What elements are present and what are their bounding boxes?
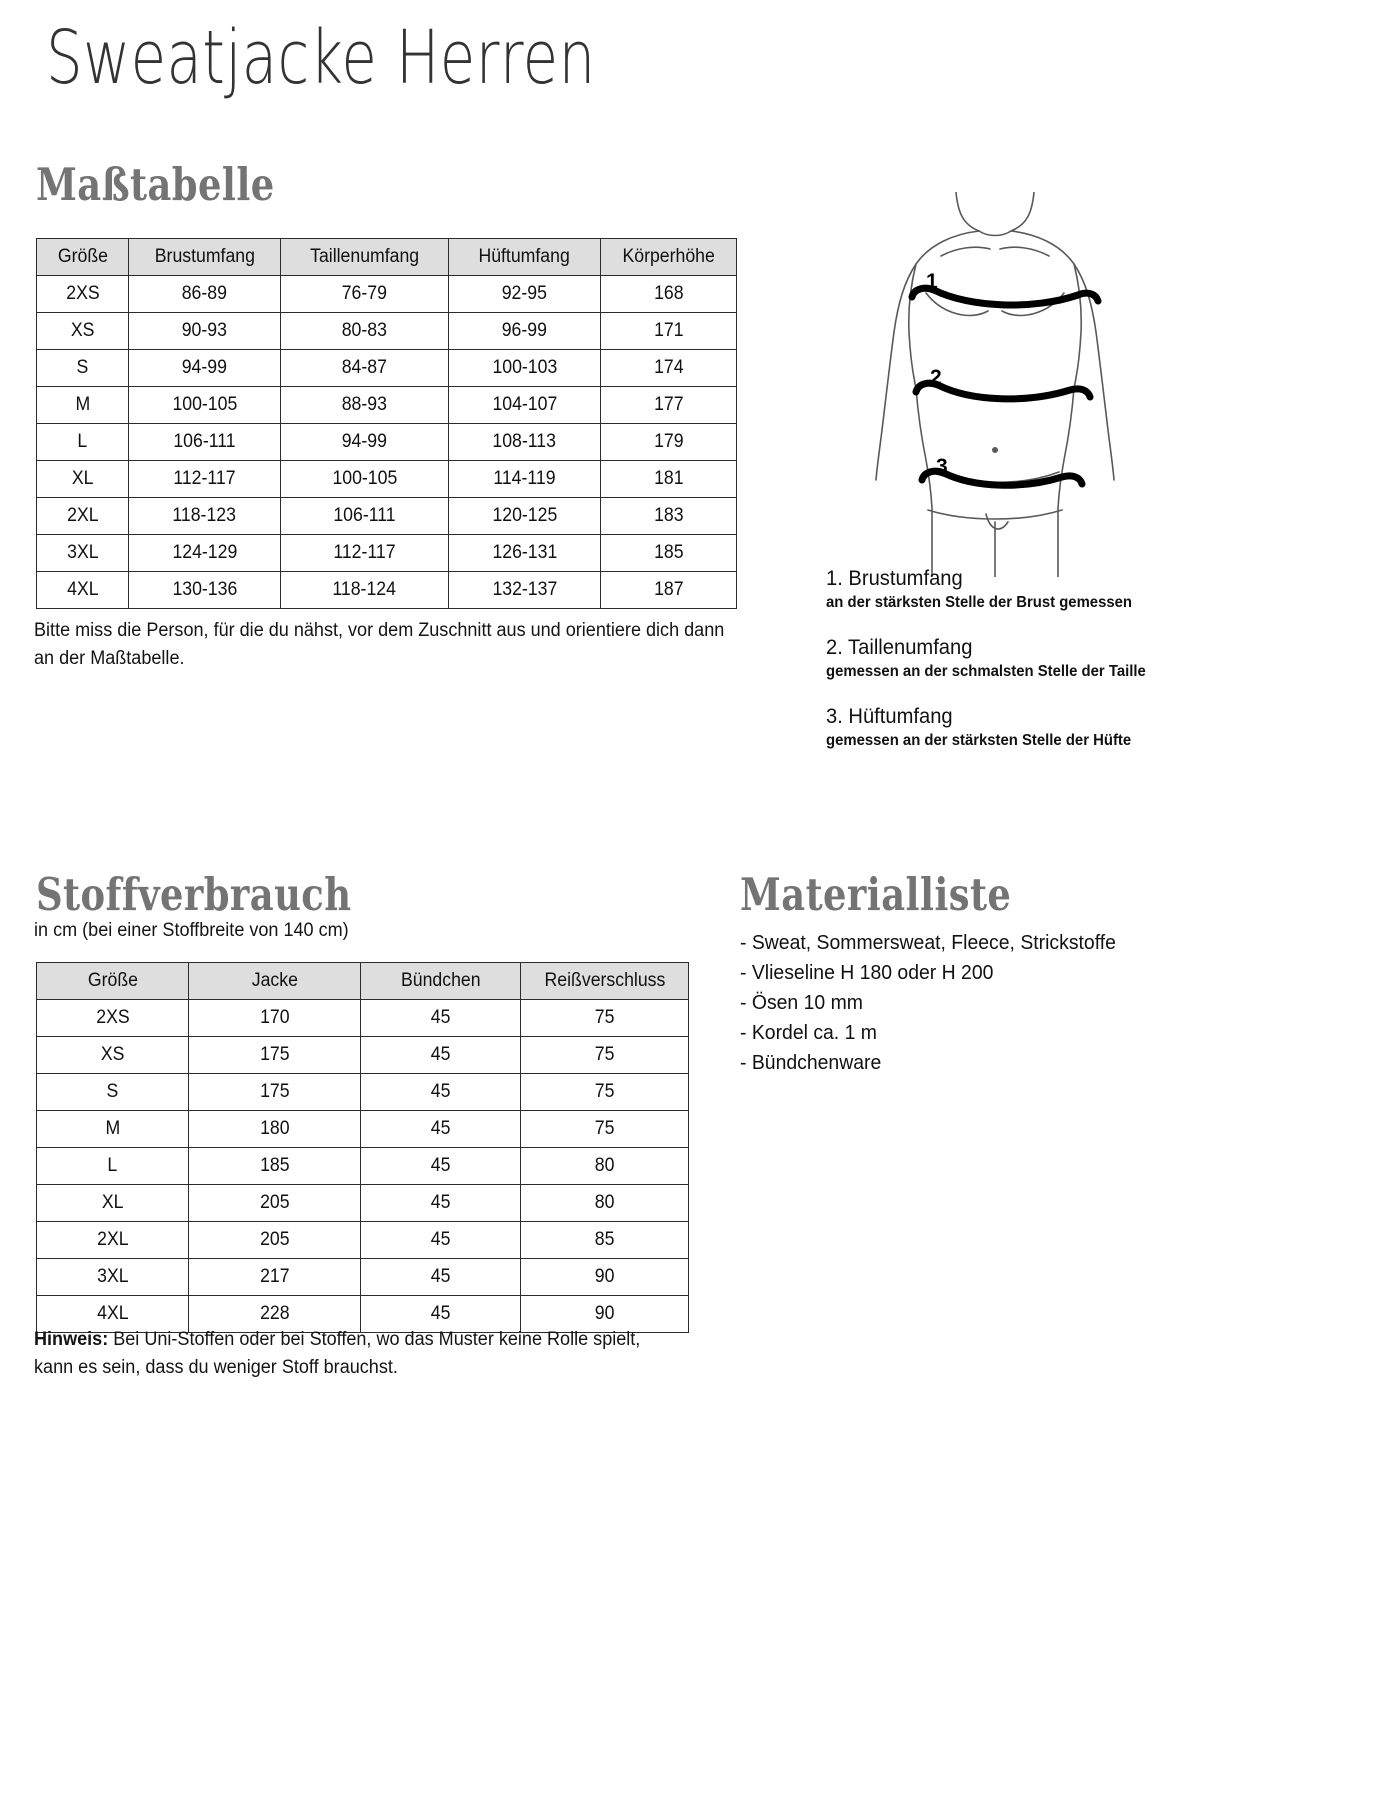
table-header-row [37,963,689,1000]
cell-text: 45 [430,1155,451,1176]
cell-text: 45 [430,1303,451,1324]
column-header-label: Körperhöhe [622,246,715,267]
cell-height [601,461,737,498]
cell-text: 2XL [66,505,99,526]
cell-reissverschluss [521,1222,689,1259]
legend-description: an der stärksten Stelle der Brust gemessen [826,594,1132,611]
cell-waist [281,313,449,350]
column-header-hueftumfang [449,239,601,276]
cell-text: 84-87 [341,357,388,378]
column-header-brustumfang [129,239,281,276]
cell-text: 217 [259,1266,290,1287]
table-row [37,350,737,387]
cell-reissverschluss [521,1000,689,1037]
cell-reissverschluss [521,1185,689,1222]
table-row [37,1222,689,1259]
cell-text: 126-131 [492,542,557,563]
column-header-label: Brustumfang [154,246,255,267]
cell-buendchen [361,1148,521,1185]
cell-hip [449,461,601,498]
cell-size [37,313,129,350]
cell-size [37,461,129,498]
column-header-label: Bündchen [400,970,481,991]
table-row [37,498,737,535]
cell-text: 45 [430,1192,451,1213]
cell-text: XS [70,320,95,341]
cell-text: 100-105 [332,468,397,489]
cell-buendchen [361,1000,521,1037]
cell-size [37,1148,189,1185]
cell-size [37,1037,189,1074]
band-label-2: 2 [930,366,942,389]
cell-text: 180 [259,1118,290,1139]
table-row [37,1074,689,1111]
masstabelle-note: Bitte miss die Person, für die du nähst, vor dem Zuschnitt aus und orientiere dich dann an der Maßtabelle. [34,620,725,669]
cell-text: 100-103 [492,357,557,378]
cell-text: 106-111 [333,505,396,526]
body-measurement-figure [838,192,1178,577]
cell-size [37,276,129,313]
table-row [37,1000,689,1037]
cell-text: 177 [653,394,684,415]
cell-size [37,1222,189,1259]
cell-text: 175 [259,1081,290,1102]
cell-height [601,387,737,424]
cell-chest [129,572,281,609]
stoffverbrauch-table [36,962,689,1333]
cell-text: 112-117 [333,542,396,563]
cell-height [601,350,737,387]
cell-hip [449,387,601,424]
cell-text: 90-93 [181,320,228,341]
cell-height [601,572,737,609]
column-header-koerperhoehe [601,239,737,276]
cell-text: 175 [259,1044,290,1065]
cell-text: 114-119 [493,468,556,489]
cell-text: 96-99 [501,320,548,341]
cell-text: L [77,431,88,452]
cell-reissverschluss [521,1111,689,1148]
cell-buendchen [361,1259,521,1296]
cell-size [37,1259,189,1296]
cell-text: XS [100,1044,125,1065]
cell-text: 90 [594,1303,615,1324]
column-header-label: Taillenumfang [309,246,420,267]
cell-reissverschluss [521,1074,689,1111]
column-header-taillenumfang [281,239,449,276]
cell-reissverschluss [521,1037,689,1074]
cell-buendchen [361,1185,521,1222]
legend-description: gemessen an der schmalsten Stelle der Taille [826,663,1146,680]
cell-text: 85 [594,1229,615,1250]
cell-waist [281,572,449,609]
cell-height [601,276,737,313]
cell-text: XL [71,468,94,489]
cell-text: M [105,1118,120,1139]
cell-height [601,313,737,350]
table-row [37,1037,689,1074]
cell-chest [129,387,281,424]
cell-text: M [75,394,90,415]
cell-text: 45 [430,1044,451,1065]
cell-size [37,1185,189,1222]
cell-text: 75 [594,1118,615,1139]
column-header-label: Reißverschluss [544,970,665,991]
cell-text: 80 [594,1192,615,1213]
cell-text: 94-99 [341,431,388,452]
cell-text: 2XS [95,1007,130,1028]
cell-text: 205 [259,1229,290,1250]
cell-text: S [76,357,89,378]
list-item: - Vlieseline H 180 oder H 200 [740,962,994,984]
stoffverbrauch-subtitle: in cm (bei einer Stoffbreite von 140 cm) [34,920,349,941]
section-heading-materialliste: Materialliste [740,868,1012,921]
cell-text: 174 [653,357,684,378]
cell-text: 4XL [66,579,99,600]
hinweis-note [34,1326,680,1382]
cell-size [37,387,129,424]
cell-text: 170 [259,1007,290,1028]
cell-text: 80 [594,1155,615,1176]
table-row [37,1111,689,1148]
table-row [37,387,737,424]
cell-size [37,535,129,572]
cell-waist [281,424,449,461]
cell-buendchen [361,1074,521,1111]
cell-chest [129,461,281,498]
list-item: - Ösen 10 mm [740,992,863,1014]
cell-text: 108-113 [492,431,557,452]
cell-hip [449,313,601,350]
cell-text: 2XS [65,283,100,304]
cell-text: 183 [653,505,684,526]
column-header-label: Größe [57,246,108,267]
cell-text: 75 [594,1044,615,1065]
waist-band [916,383,1090,399]
chest-band [912,288,1098,305]
cell-size [37,498,129,535]
cell-size [37,1111,189,1148]
cell-text: 228 [259,1303,290,1324]
table-row [37,424,737,461]
column-header-groesse [37,963,189,1000]
cell-jacke [189,1111,361,1148]
cell-size [37,424,129,461]
cell-text: 187 [653,579,684,600]
cell-height [601,424,737,461]
cell-chest [129,313,281,350]
legend-item-hip [826,704,1246,751]
cell-text: XL [101,1192,124,1213]
cell-text: 45 [430,1229,451,1250]
cell-text: 45 [430,1118,451,1139]
column-header-reissverschluss [521,963,689,1000]
table-row [37,313,737,350]
cell-size [37,1000,189,1037]
cell-text: 185 [259,1155,290,1176]
masstabelle-table [36,238,737,609]
cell-size [37,350,129,387]
cell-text: 45 [430,1081,451,1102]
cell-hip [449,498,601,535]
legend-title: 2. Taillenumfang [826,636,973,659]
cell-chest [129,276,281,313]
cell-text: 118-124 [332,579,397,600]
band-label-3: 3 [936,455,948,478]
cell-text: 112-117 [173,468,236,489]
cell-waist [281,535,449,572]
cell-text: L [107,1155,118,1176]
cell-text: 3XL [66,542,99,563]
cell-jacke [189,1185,361,1222]
cell-jacke [189,1000,361,1037]
page-title: Sweatjacke Herren [46,15,596,101]
cell-text: 185 [653,542,684,563]
cell-hip [449,572,601,609]
cell-text: 75 [594,1007,615,1028]
cell-text: 104-107 [492,394,557,415]
cell-text: 181 [653,468,684,489]
table-header-row [37,239,737,276]
cell-text: 90 [594,1266,615,1287]
section-heading-masstabelle: Maßtabelle [36,158,275,211]
cell-text: 171 [653,320,684,341]
cell-text: 88-93 [341,394,388,415]
column-header-label: Jacke [251,970,298,991]
cell-text: 179 [653,431,684,452]
cell-chest [129,350,281,387]
cell-reissverschluss [521,1259,689,1296]
cell-jacke [189,1148,361,1185]
table-row [37,276,737,313]
cell-chest [129,535,281,572]
cell-buendchen [361,1037,521,1074]
cell-text: 75 [594,1081,615,1102]
cell-reissverschluss [521,1148,689,1185]
list-item: - Kordel ca. 1 m [740,1022,877,1044]
cell-jacke [189,1259,361,1296]
cell-waist [281,498,449,535]
cell-jacke [189,1074,361,1111]
cell-text: 132-137 [492,579,557,600]
cell-text: 118-123 [172,505,237,526]
cell-text: 4XL [96,1303,129,1324]
section-heading-stoffverbrauch: Stoffverbrauch [36,868,352,921]
band-label-1: 1 [926,270,938,293]
cell-text: 76-79 [341,283,388,304]
material-list [740,928,1157,1078]
hinweis-text: Bei Uni-Stoffen oder bei Stoffen, wo das Muster keine Rolle spielt, kann es sein, dass du weniger Stoff brauchst. [34,1329,641,1378]
cell-text: 2XL [96,1229,129,1250]
list-item: - Sweat, Sommersweat, Fleece, Strickstoffe [740,932,1116,954]
cell-chest [129,498,281,535]
column-header-label: Hüftumfang [478,246,571,267]
cell-hip [449,350,601,387]
cell-text: 130-136 [172,579,237,600]
cell-waist [281,387,449,424]
cell-text: S [106,1081,119,1102]
legend-item-waist [826,635,1246,682]
cell-waist [281,461,449,498]
column-header-jacke [189,963,361,1000]
cell-text: 45 [430,1007,451,1028]
column-header-buendchen [361,963,521,1000]
table-row [37,1185,689,1222]
list-item: - Bündchenware [740,1052,882,1074]
measurement-legend [826,566,1246,773]
cell-waist [281,350,449,387]
cell-jacke [189,1222,361,1259]
table-row [37,572,737,609]
cell-height [601,535,737,572]
cell-hip [449,424,601,461]
cell-size [37,572,129,609]
cell-size [37,1074,189,1111]
cell-jacke [189,1037,361,1074]
column-header-label: Größe [87,970,138,991]
cell-text: 120-125 [492,505,557,526]
hinweis-label: Hinweis: [34,1329,109,1350]
cell-text: 80-83 [341,320,388,341]
legend-title: 3. Hüftumfang [826,705,953,728]
cell-buendchen [361,1111,521,1148]
cell-buendchen [361,1222,521,1259]
cell-text: 124-129 [172,542,237,563]
cell-waist [281,276,449,313]
cell-height [601,498,737,535]
cell-text: 106-111 [173,431,236,452]
legend-item-chest [826,566,1246,613]
cell-text: 92-95 [501,283,548,304]
cell-hip [449,276,601,313]
cell-text: 205 [259,1192,290,1213]
cell-text: 3XL [96,1266,129,1287]
cell-text: 100-105 [172,394,237,415]
legend-description: gemessen an der stärksten Stelle der Hüfte [826,732,1132,749]
cell-text: 45 [430,1266,451,1287]
cell-chest [129,424,281,461]
cell-text: 94-99 [181,357,228,378]
cell-text: 168 [653,283,684,304]
table-row [37,1259,689,1296]
column-header-groesse [37,239,129,276]
legend-title: 1. Brustumfang [826,567,963,590]
table-row [37,535,737,572]
table-row [37,461,737,498]
cell-hip [449,535,601,572]
cell-text: 86-89 [181,283,228,304]
table-row [37,1148,689,1185]
